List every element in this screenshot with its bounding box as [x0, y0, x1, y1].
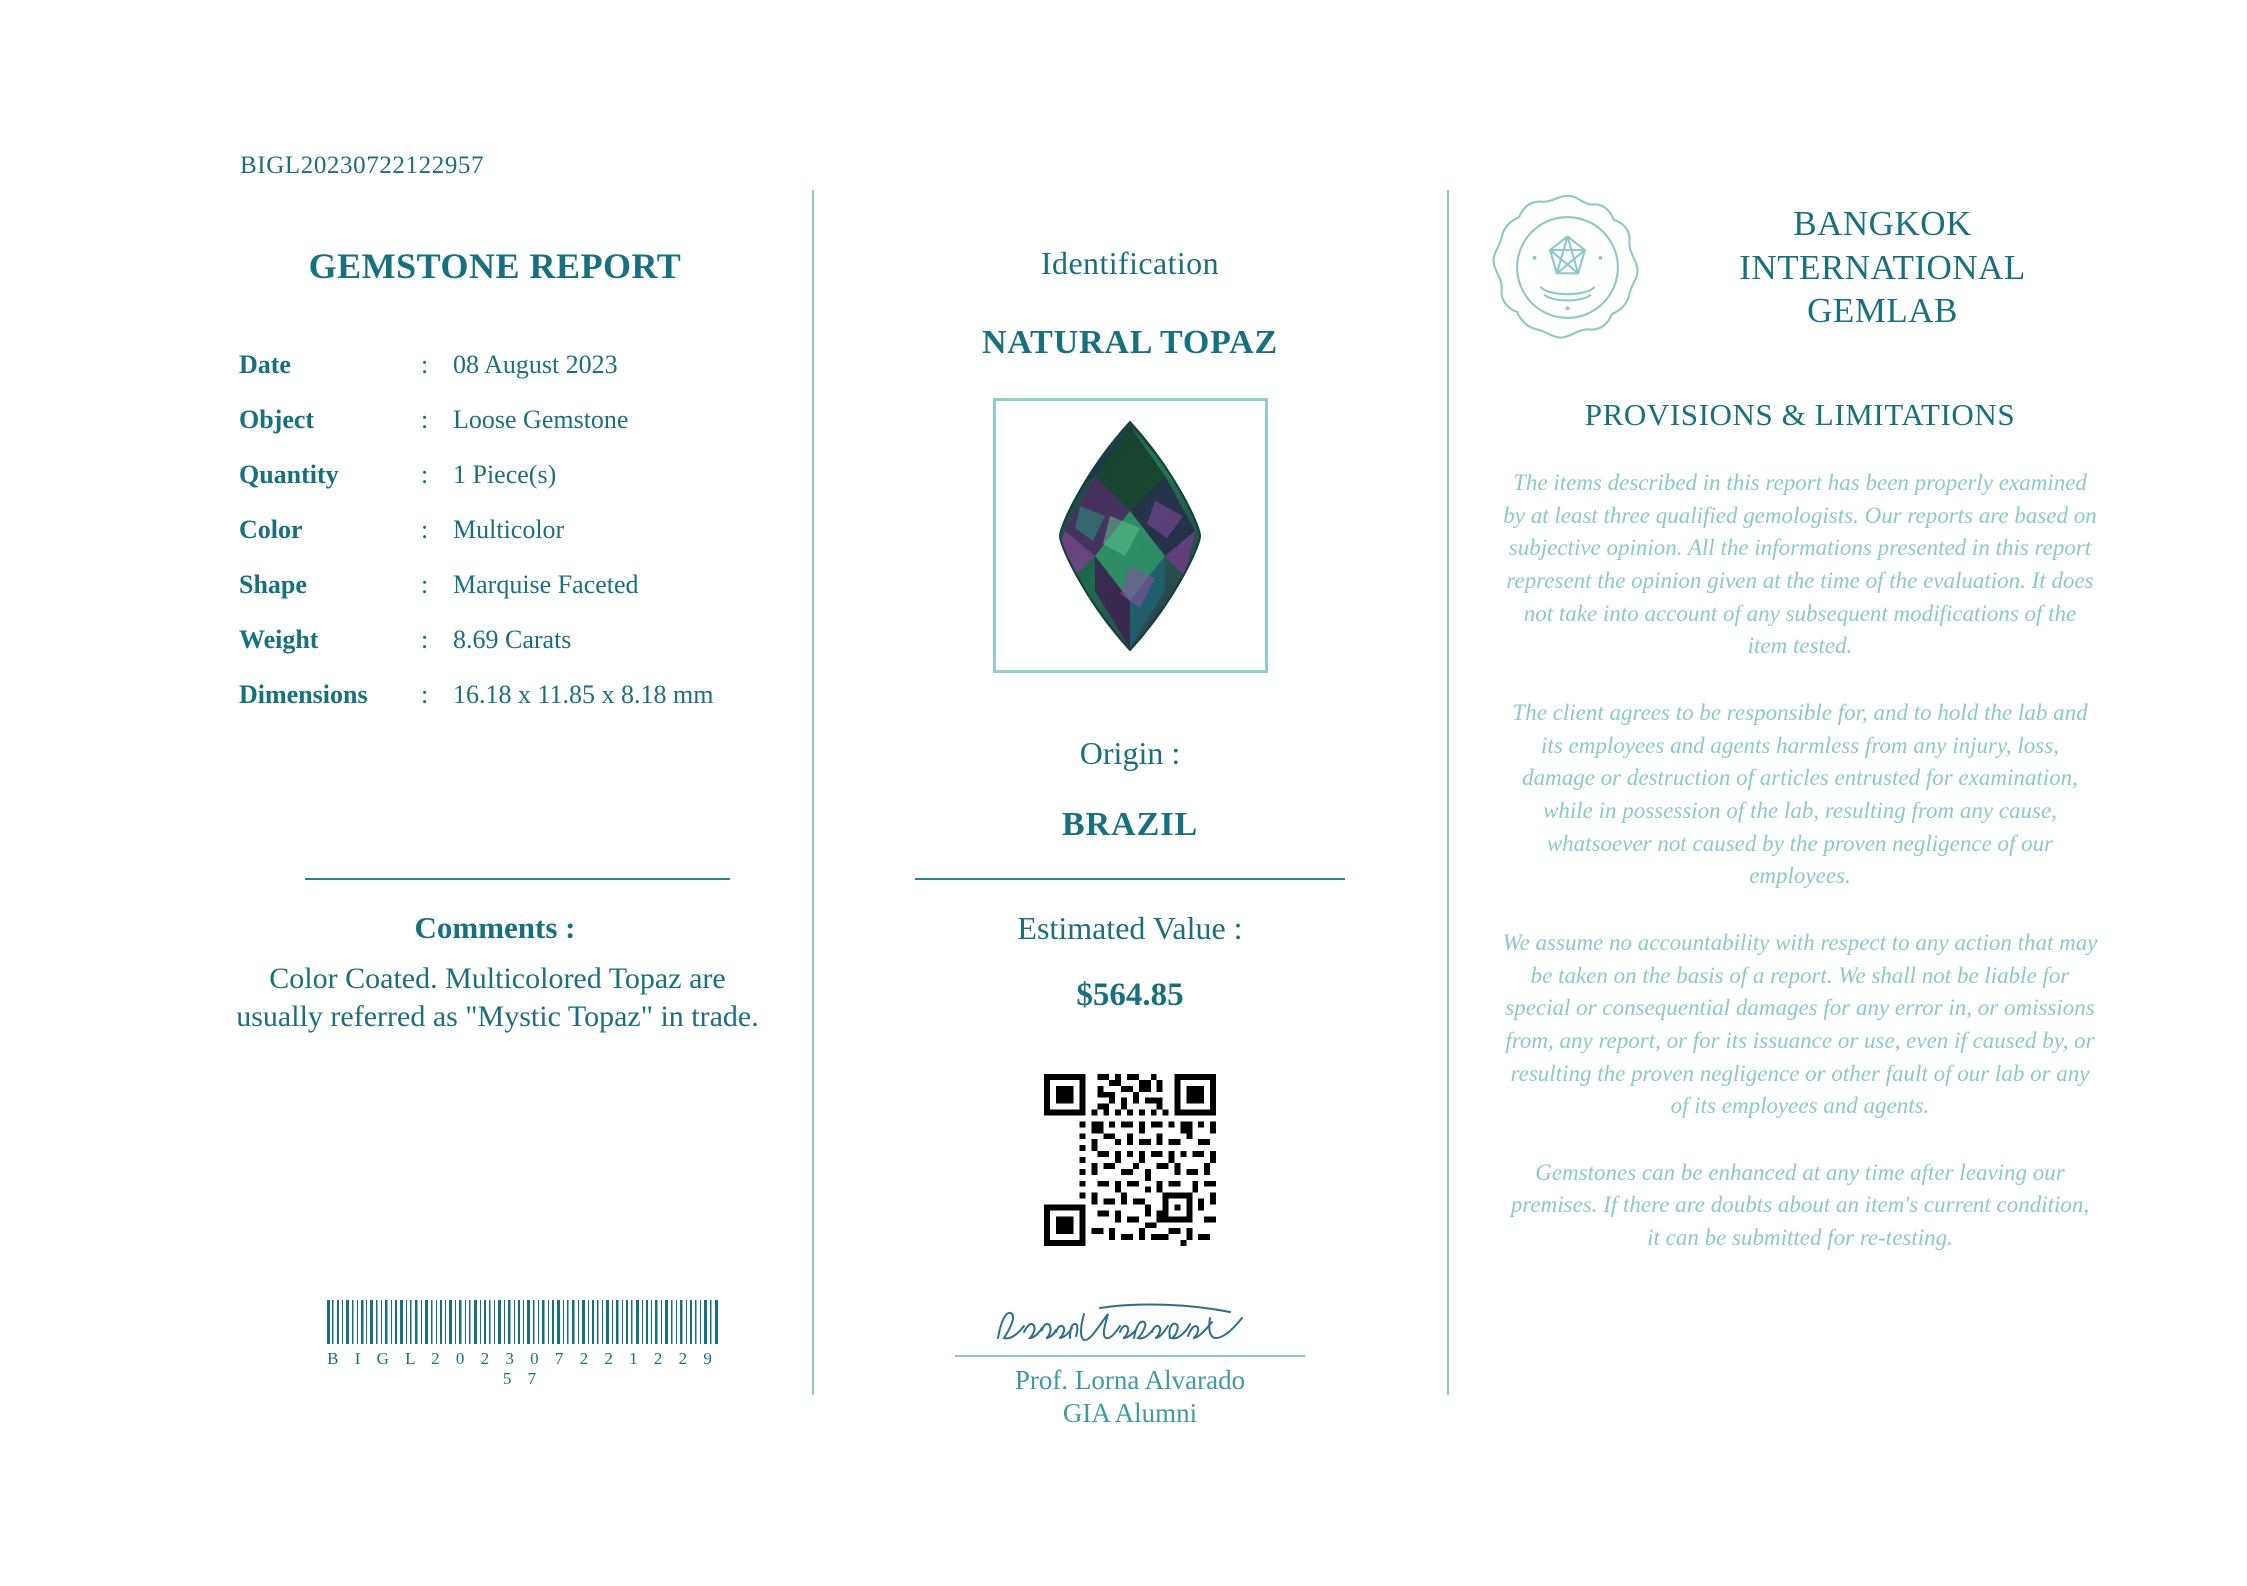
right-column: [1490, 190, 2110, 1255]
estimated-value-amount: $564.85: [1076, 977, 1184, 1013]
estimated-value-label: Estimated Value :: [1017, 910, 1243, 946]
table-row: [238, 502, 828, 557]
spec-colon: :: [421, 459, 429, 489]
identification-label: Identification: [1041, 245, 1219, 281]
brand-header: [1490, 190, 2110, 345]
left-column: [200, 245, 790, 722]
identification-value: NATURAL TOPAZ: [982, 324, 1278, 361]
signature-line: [955, 1355, 1305, 1357]
brand-title: BANGKOK INTERNATIONAL GEMLAB: [1739, 203, 2026, 331]
table-row: [238, 612, 828, 667]
page-title: GEMSTONE REPORT: [308, 246, 682, 286]
spec-label: Weight: [239, 624, 319, 654]
spec-colon: :: [421, 569, 429, 599]
signer-name: Prof. Lorna Alvarado: [1014, 1365, 1246, 1395]
comments-text: Color Coated. Multicolored Topaz are usually referred as "Mystic Topaz" in trade.: [236, 962, 759, 1034]
spec-label: Shape: [239, 569, 307, 599]
table-row: [238, 667, 828, 722]
qr-code[interactable]: [1044, 1074, 1216, 1246]
spec-value: Marquise Faceted: [453, 569, 639, 599]
spec-value: 8.69 Carats: [453, 624, 572, 654]
spec-value: 1 Piece(s): [453, 459, 557, 489]
barcode-label: B I G L 2 0 2 3 0 7 2 2 1 2 2 9 5 7: [327, 1349, 718, 1388]
signature-block: [955, 1298, 1305, 1429]
spec-colon: :: [421, 679, 429, 709]
gemlab-logo-icon: [1490, 190, 1645, 345]
provisions-paragraph: We assume no accountability with respect to any action that may be taken on the basis of a report. We shall not be liable for special or consequential damages for any error in, or omissions from, any report, or for its issuance or use, even if caused by, or resulting the proven negligence or other fault of our lab or any of its employees and agents.: [1502, 929, 2098, 1119]
spec-colon: :: [421, 514, 429, 544]
spec-colon: :: [421, 404, 429, 434]
comments-heading: Comments :: [414, 910, 576, 945]
spec-colon: :: [421, 624, 429, 654]
signature-icon: [980, 1298, 1280, 1354]
spec-colon: :: [421, 349, 429, 379]
spec-value: Loose Gemstone: [453, 404, 629, 434]
gemstone-photo-frame: [993, 398, 1268, 673]
table-row: [238, 392, 828, 447]
provisions-paragraph: The client agrees to be responsible for, and to hold the lab and its employees and agents harmless from any injury, loss, damage or destruction of articles entrusted for examination, while in possession of the lab, resulting from any cause, whatsoever not caused by the proven negligence of our employees.: [1512, 699, 2088, 889]
spec-label: Color: [239, 514, 303, 544]
origin-label: Origin :: [1079, 735, 1181, 771]
provisions-paragraph: Gemstones can be enhanced at any time after leaving our premises. If there are doubts about an item's current condition, it can be submitted for re-testing.: [1510, 1159, 2090, 1251]
qr-code-image: [1044, 1074, 1216, 1246]
serial-number: BIGL20230722122957: [240, 152, 485, 179]
spec-label: Object: [239, 404, 315, 434]
table-row: [238, 557, 828, 612]
barcode-block: [325, 1300, 720, 1389]
table-row: [238, 337, 828, 392]
spec-label: Dimensions: [239, 679, 368, 709]
gemstone-image: [1035, 416, 1225, 656]
gemstone-spec-table: [238, 337, 828, 722]
signer-credential: GIA Alumni: [1062, 1398, 1198, 1428]
column-divider-right: [1447, 190, 1449, 1395]
spec-value: Multicolor: [453, 514, 565, 544]
origin-value: BRAZIL: [1061, 806, 1199, 843]
comments-divider: [305, 878, 730, 880]
middle-column: [880, 245, 1380, 1429]
value-divider: [915, 878, 1345, 880]
table-row: [238, 447, 828, 502]
spec-label: Date: [239, 349, 291, 379]
spec-value: 16.18 x 11.85 x 8.18 mm: [453, 679, 714, 709]
spec-label: Quantity: [239, 459, 339, 489]
barcode-image: [325, 1300, 720, 1344]
spec-value: 08 August 2023: [453, 349, 618, 379]
provisions-title: PROVISIONS & LIMITATIONS: [1584, 397, 2016, 432]
provisions-paragraph: The items described in this report has been properly examined by at least three qualified gemologists. Our reports are based on subjective opinion. All the informations presented in this report represent the opinion given at the time of the evaluation. It does not take into account of any subsequent modifications of the item tested.: [1503, 470, 2097, 659]
